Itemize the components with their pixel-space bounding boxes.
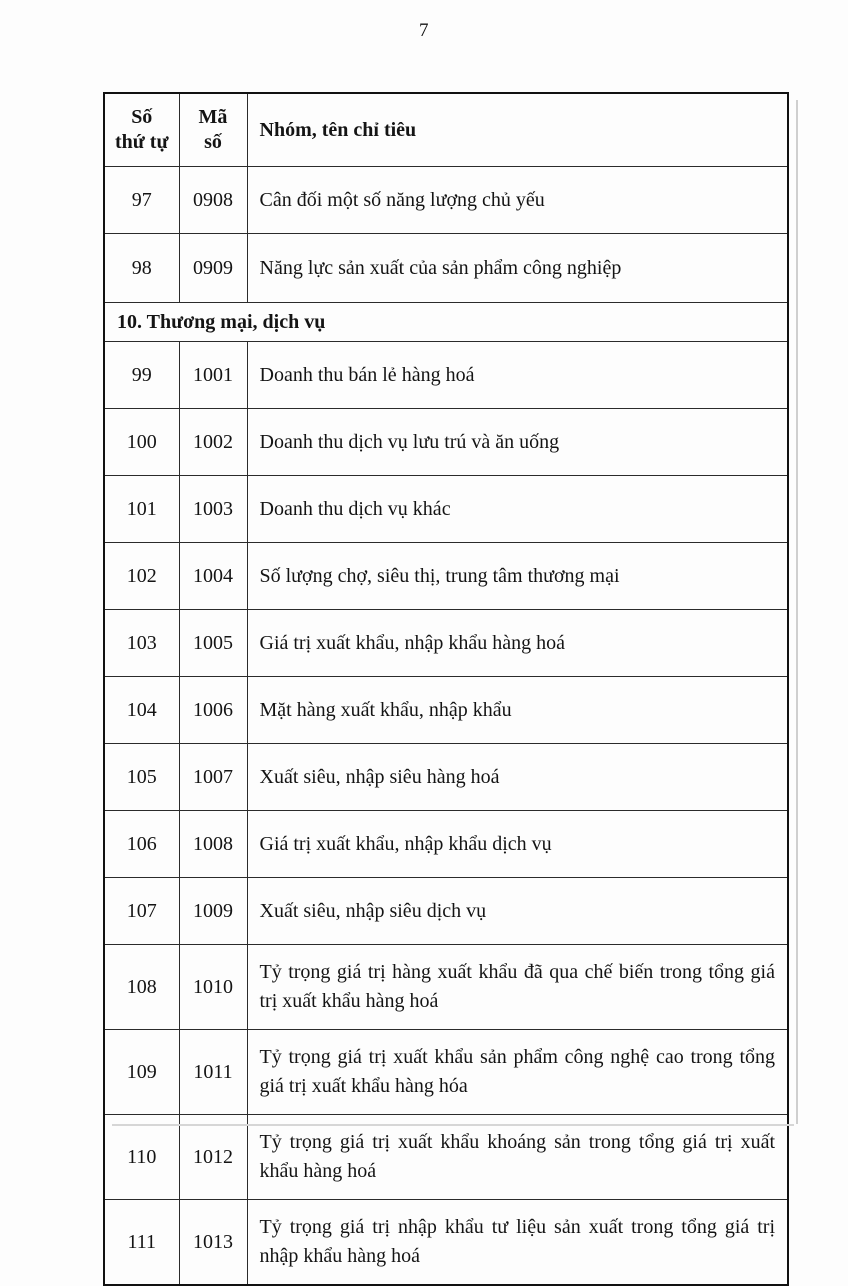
section-row (104, 303, 788, 342)
row-name-cell: Cân đối một số năng lượng chủ yếu (247, 167, 788, 234)
row-code-cell: 1012 (179, 1115, 247, 1200)
row-number-cell: 111 (104, 1200, 179, 1286)
row-name-cell: Tỷ trọng giá trị xuất khẩu khoáng sản trong tổng giá trị xuất khẩu hàng hoá (247, 1115, 788, 1200)
row-number-cell: 102 (104, 543, 179, 610)
row-name-cell: Doanh thu dịch vụ lưu trú và ăn uống (247, 409, 788, 476)
table-row (104, 476, 788, 543)
row-name-cell: Tỷ trọng giá trị xuất khẩu sản phẩm công nghệ cao trong tổng giá trị xuất khẩu hàng hóa (247, 1030, 788, 1115)
row-number-cell: 103 (104, 610, 179, 677)
row-name-cell: Giá trị xuất khẩu, nhập khẩu dịch vụ (247, 811, 788, 878)
table-row (104, 945, 788, 1030)
row-name-cell: Doanh thu dịch vụ khác (247, 476, 788, 543)
table-row (104, 409, 788, 476)
row-code-cell: 0909 (179, 234, 247, 303)
page-number: 7 (419, 20, 429, 41)
row-number-cell: 107 (104, 878, 179, 945)
row-code-cell: 1008 (179, 811, 247, 878)
row-number-cell: 108 (104, 945, 179, 1030)
col-header-name: Nhóm, tên chỉ tiêu (247, 93, 788, 167)
row-code-cell: 0908 (179, 167, 247, 234)
row-number-cell: 104 (104, 677, 179, 744)
row-number-cell: 98 (104, 234, 179, 303)
table-row (104, 1030, 788, 1115)
table-row (104, 167, 788, 234)
table-row (104, 811, 788, 878)
table-row (104, 543, 788, 610)
table-row (104, 744, 788, 811)
table-row (104, 1115, 788, 1200)
row-code-cell: 1013 (179, 1200, 247, 1286)
scan-artifact-line-right (796, 100, 798, 1124)
col-header-stt (104, 93, 179, 167)
row-name-cell: Tỷ trọng giá trị nhập khẩu tư liệu sản xuất trong tổng giá trị nhập khẩu hàng hoá (247, 1200, 788, 1286)
table-row (104, 677, 788, 744)
row-code-cell: 1011 (179, 1030, 247, 1115)
col-header-stt-line2: thứ tự (115, 131, 169, 153)
table-row (104, 878, 788, 945)
row-number-cell: 106 (104, 811, 179, 878)
scan-artifact-line-bottom (112, 1124, 794, 1126)
row-code-cell: 1004 (179, 543, 247, 610)
row-number-cell: 110 (104, 1115, 179, 1200)
row-code-cell: 1002 (179, 409, 247, 476)
row-code-cell: 1003 (179, 476, 247, 543)
row-code-cell: 1006 (179, 677, 247, 744)
row-name-cell: Xuất siêu, nhập siêu hàng hoá (247, 744, 788, 811)
row-number-cell: 100 (104, 409, 179, 476)
indicator-table (103, 92, 789, 1286)
row-name-cell: Tỷ trọng giá trị hàng xuất khẩu đã qua chế biến trong tổng giá trị xuất khẩu hàng hoá (247, 945, 788, 1030)
row-number-cell: 99 (104, 342, 179, 409)
table-row (104, 1200, 788, 1286)
row-number-cell: 97 (104, 167, 179, 234)
row-code-cell: 1001 (179, 342, 247, 409)
table-row (104, 342, 788, 409)
col-header-maso (179, 93, 247, 167)
col-header-maso-line2: số (204, 131, 222, 153)
table-row (104, 234, 788, 303)
row-code-cell: 1007 (179, 744, 247, 811)
row-name-cell: Giá trị xuất khẩu, nhập khẩu hàng hoá (247, 610, 788, 677)
row-name-cell: Doanh thu bán lẻ hàng hoá (247, 342, 788, 409)
table-row (104, 610, 788, 677)
row-number-cell: 105 (104, 744, 179, 811)
row-number-cell: 109 (104, 1030, 179, 1115)
row-name-cell: Số lượng chợ, siêu thị, trung tâm thương mại (247, 543, 788, 610)
row-number-cell: 101 (104, 476, 179, 543)
row-code-cell: 1005 (179, 610, 247, 677)
row-name-cell: Mặt hàng xuất khẩu, nhập khẩu (247, 677, 788, 744)
row-code-cell: 1009 (179, 878, 247, 945)
col-header-maso-line1: Mã (198, 106, 228, 128)
row-name-cell: Năng lực sản xuất của sản phẩm công nghiệp (247, 234, 788, 303)
table-header-row (104, 93, 788, 167)
section-title: 10. Thương mại, dịch vụ (104, 303, 788, 342)
row-code-cell: 1010 (179, 945, 247, 1030)
col-header-stt-line1: Số (131, 106, 153, 128)
row-name-cell: Xuất siêu, nhập siêu dịch vụ (247, 878, 788, 945)
